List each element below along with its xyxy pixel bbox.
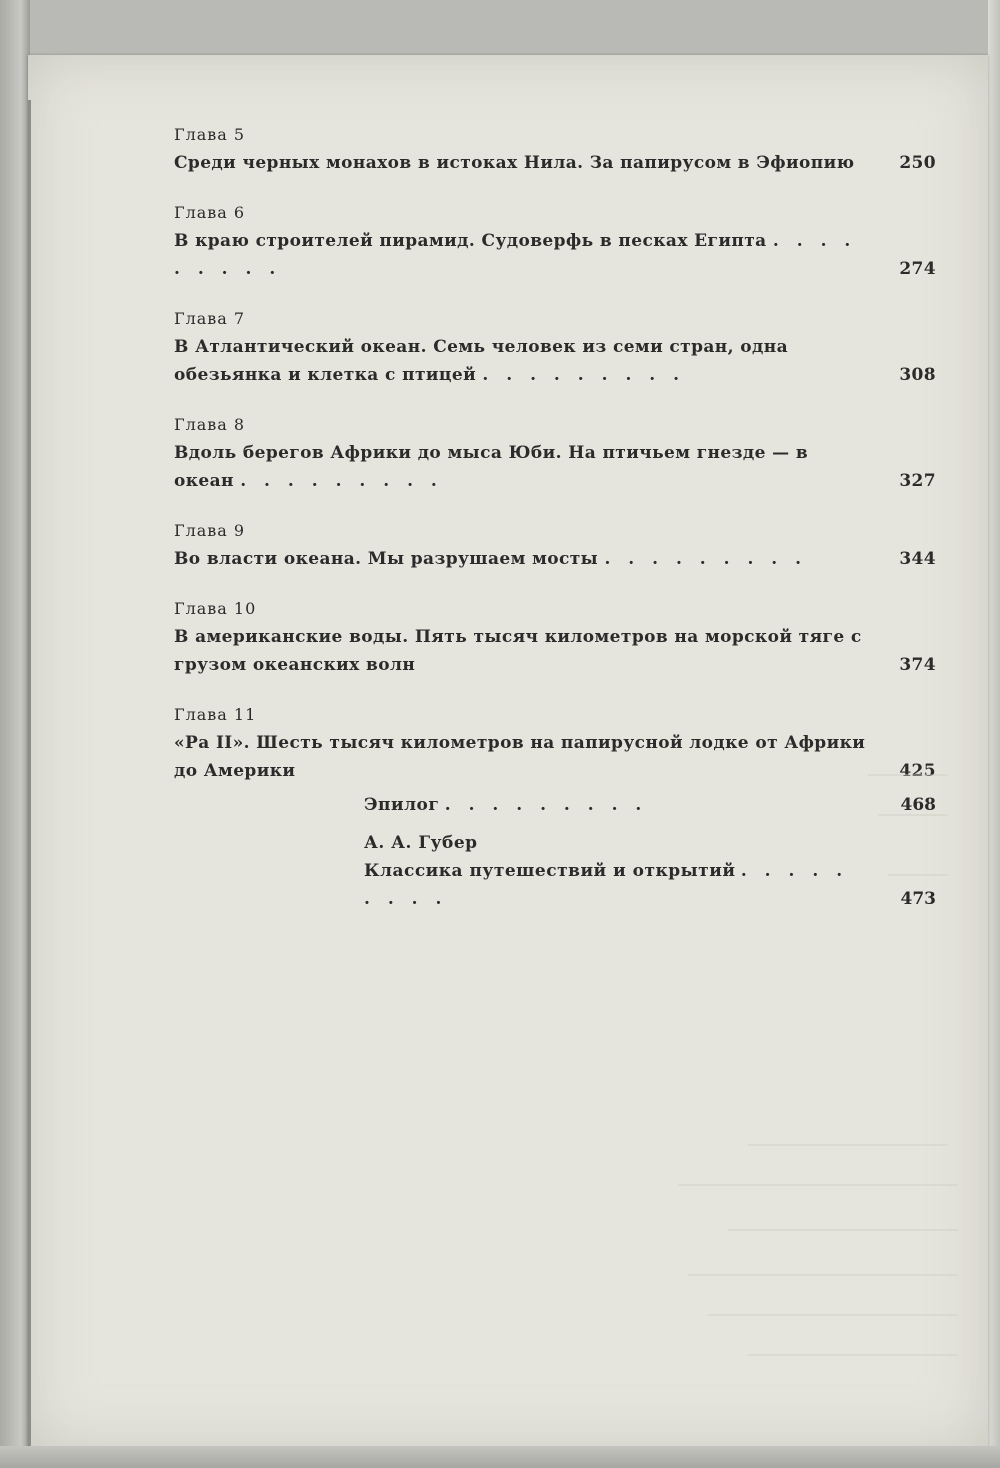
chapter-page-number: 374 xyxy=(899,655,936,675)
toc-chapter-10 xyxy=(174,595,936,679)
chapter-page-number: 327 xyxy=(899,471,936,491)
dot-leader: . . . . . . . . . xyxy=(482,365,686,385)
dot-leader: . . . . . . . . . xyxy=(240,471,443,491)
dot-leader: . . . . . . . . . xyxy=(444,795,648,815)
toc-chapter-9 xyxy=(174,517,936,573)
dot-leader: . . . . . . . . . xyxy=(364,861,849,909)
chapter-page-number: 250 xyxy=(899,153,936,173)
book-edge-bottom xyxy=(0,1446,1000,1468)
chapter-title: Во власти океана. Мы разрушаем мосты xyxy=(174,549,599,569)
chapter-title-row xyxy=(174,439,936,495)
toc-chapter-7 xyxy=(174,305,936,389)
afterword-title: Классика путешествий и открытий xyxy=(364,861,736,881)
chapter-title-row xyxy=(174,149,936,177)
afterword-author: А. А. Губер xyxy=(364,833,478,853)
toc-chapter-11 xyxy=(174,701,936,785)
book-page xyxy=(28,55,988,1450)
epilogue-page-number: 468 xyxy=(900,795,936,815)
book-edge-left xyxy=(0,0,30,1468)
chapter-title-row xyxy=(174,227,936,283)
chapter-label: Глава 10 xyxy=(174,599,257,618)
chapter-page-number: 274 xyxy=(899,259,936,279)
chapter-title: Среди черных монахов в истоках Нила. За папирусом в Эфиопию xyxy=(174,153,855,173)
chapter-page-number: 344 xyxy=(899,549,936,569)
chapter-label: Глава 8 xyxy=(174,415,246,434)
chapter-page-number: 308 xyxy=(899,365,936,385)
chapter-title-row xyxy=(174,545,936,573)
chapter-title-row xyxy=(174,333,936,389)
chapter-title: В краю строителей пирамид. Судоверфь в песках Египта xyxy=(174,231,767,251)
chapter-title: В американские воды. Пять тысяч километров на морской тяге с грузом океанских волн xyxy=(174,627,862,675)
chapter-title: «Ра II». Шесть тысяч километров на папирусной лодке от Африки до Америки xyxy=(174,733,866,781)
dot-leader: . . . . . . . . . xyxy=(174,231,857,279)
chapter-label: Глава 11 xyxy=(174,705,257,724)
toc-chapter-5 xyxy=(174,121,936,177)
chapter-title-row xyxy=(174,623,936,679)
dot-leader: . . . . . . . . . xyxy=(604,549,808,569)
chapter-label: Глава 6 xyxy=(174,203,246,222)
table-of-contents xyxy=(174,121,936,913)
toc-chapter-8 xyxy=(174,411,936,495)
chapter-title: В Атлантический океан. Семь человек из семи стран, одна обезьянка и клетка с птицей xyxy=(174,337,789,385)
chapter-label: Глава 9 xyxy=(174,521,246,540)
toc-afterword xyxy=(364,829,936,913)
epilogue-title: Эпилог xyxy=(364,795,440,815)
chapter-label: Глава 7 xyxy=(174,309,246,328)
toc-chapter-6 xyxy=(174,199,936,283)
book-edge-right xyxy=(988,0,1000,1468)
chapter-title: Вдоль берегов Африки до мыса Юби. На птичьем гнезде — в океан xyxy=(174,443,809,491)
chapter-title-row xyxy=(174,729,936,785)
afterword-page-number: 473 xyxy=(900,889,936,909)
chapter-page-number: 425 xyxy=(899,761,936,781)
afterword-title-row xyxy=(364,857,936,913)
page-spine-line xyxy=(28,100,31,1450)
chapter-label: Глава 5 xyxy=(174,125,246,144)
toc-epilogue xyxy=(364,791,936,819)
